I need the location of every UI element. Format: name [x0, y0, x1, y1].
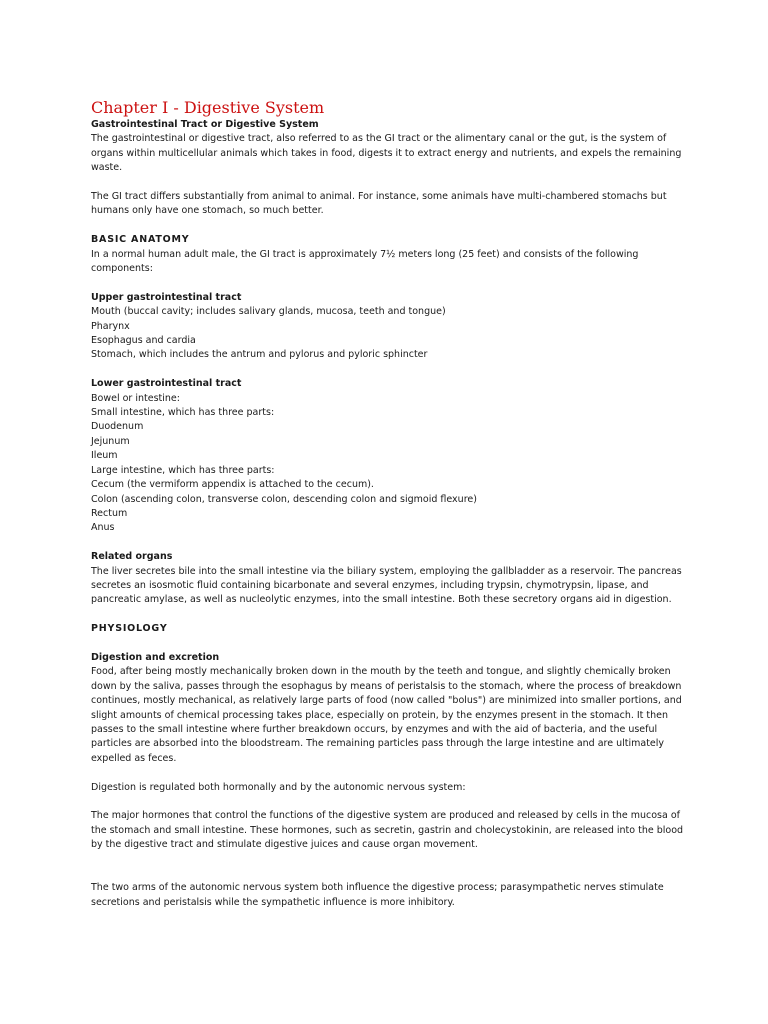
basic-anatomy-heading: BASIC ANATOMY [91, 234, 190, 246]
list-item: Ileum [91, 450, 118, 462]
lower-tract-heading: Lower gastrointestinal tract [91, 378, 242, 390]
intro-paragraph-2: The GI tract differs substantially from animal to animal. For instance, some animals have multi-chambered stomachs but humans only have one stomach, so much better. [91, 191, 667, 217]
list-item: Rectum [91, 507, 128, 519]
upper-tract-list [91, 305, 691, 363]
related-organs-text: The liver secretes bile into the small intestine via the biliary system, employing the gallbladder as a reservoir. The pancreas secretes an isosmotic fluid containing bicarbonate and several enzymes, including trypsin, chymotrypsin, lipase, and pancreatic amylase, as well as nucleolytic enzymes, into the small intestine. Both these secretory organs aid in digestion. [91, 565, 682, 606]
list-item: Colon (ascending colon, transverse colon, descending colon and sigmoid flexure) [91, 493, 477, 505]
list-item: Mouth (buccal cavity; includes salivary glands, mucosa, teeth and tongue) [91, 306, 446, 318]
document-content [91, 98, 691, 910]
list-item: Esophagus and cardia [91, 335, 196, 347]
digestion-heading: Digestion and excretion [91, 651, 220, 663]
upper-tract-heading: Upper gastrointestinal tract [91, 291, 242, 303]
digestion-paragraph-2: Digestion is regulated both hormonally and by the autonomic nervous system: [91, 781, 466, 793]
related-organs-heading: Related organs [91, 551, 173, 563]
list-item: Large intestine, which has three parts: [91, 464, 275, 476]
list-item: Anus [91, 522, 115, 534]
digestion-paragraph-4: The two arms of the autonomic nervous system both influence the digestive process; parasympathetic nerves stimulate secretions and peristalsis while the sympathetic influence is more inhibitory. [91, 882, 664, 908]
physiology-heading: PHYSIOLOGY [91, 623, 168, 635]
list-item: Pharynx [91, 320, 130, 332]
document-subtitle: Gastrointestinal Tract or Digestive System [91, 119, 319, 130]
digestion-paragraph-1: Food, after being mostly mechanically broken down in the mouth by the teeth and tongue, and slightly chemically broken down by the saliva, passes through the esophagus by means of peristalsis to the stomach, where the process of breakdown continues, mostly mechanical, as relatively large parts of food (now called "bolus") are minimized into smaller portions, and slight amounts of chemical processing takes place, especially on protein, by the enzymes present in the stomach. It then passes to the small intestine where further breakdown occurs, by enzymes and with the aid of bacteria, and the useful particles are absorbed into the bloodstream. The remaining particles pass through the large intestine and are ultimately expelled as feces. [91, 666, 682, 764]
list-item: Bowel or intestine: [91, 392, 180, 404]
digestion-paragraph-3: The major hormones that control the functions of the digestive system are produced and released by cells in the mucosa of the stomach and small intestine. These hormones, such as secretin, gastrin and cholecystokinin, are released into the blood by the digestive tract and stimulate digestive juices and cause organ movement. [91, 810, 684, 851]
lower-tract-list [91, 392, 691, 536]
chapter-title: Chapter I - Digestive System [91, 98, 325, 117]
list-item: Cecum (the vermiform appendix is attached to the cecum). [91, 479, 374, 491]
basic-anatomy-text: In a normal human adult male, the GI tract is approximately 7½ meters long (25 feet) and consists of the following components: [91, 248, 639, 275]
list-item: Duodenum [91, 421, 144, 433]
intro-paragraph-1: The gastrointestinal or digestive tract, also referred to as the GI tract or the alimentary canal or the gut, is the system of organs within multicellular animals which takes in food, digests it to extract energy and nutrients, and expels the remaining waste. [91, 133, 682, 174]
list-item: Stomach, which includes the antrum and pylorus and pyloric sphincter [91, 349, 428, 361]
list-item: Small intestine, which has three parts: [91, 407, 275, 419]
list-item: Jejunum [91, 435, 130, 447]
